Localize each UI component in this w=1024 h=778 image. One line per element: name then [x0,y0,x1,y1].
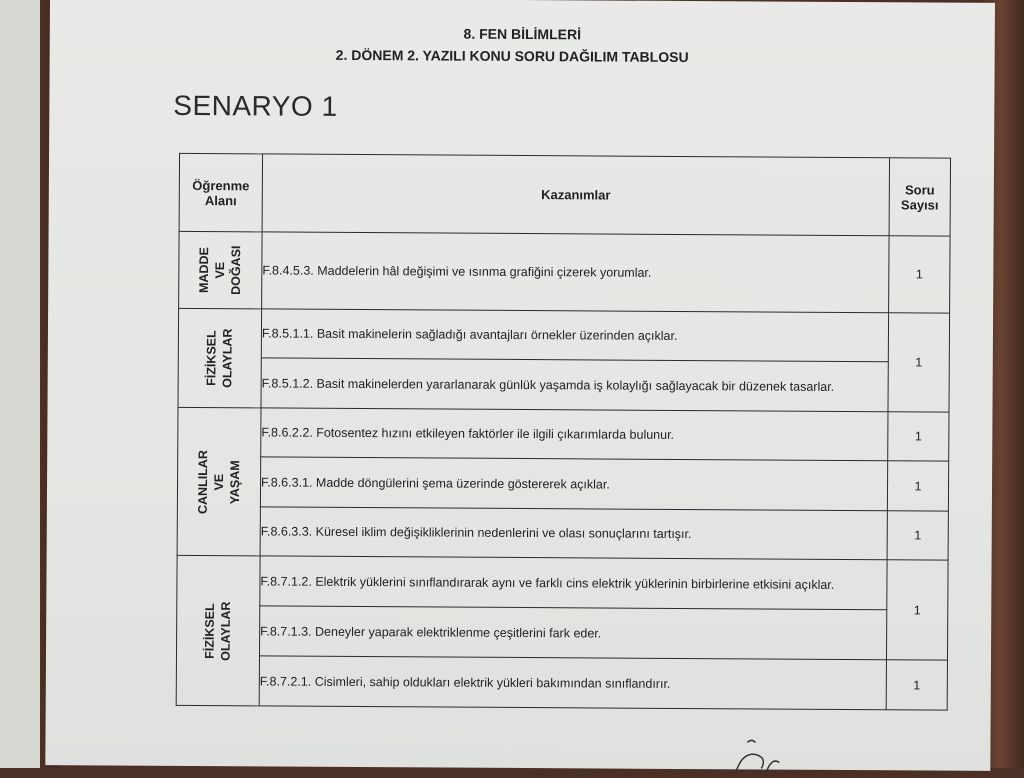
table-header-row [179,153,950,236]
handwritten-mark [725,736,785,776]
kazanim-cell: F.8.7.2.1. Cisimleri, sahip oldukları elektrik yükleri bakımından sınıflandırır. [259,656,886,710]
kazanim-cell: F.8.7.1.3. Deneyler yaparak elektriklenme çeşitlerini fark eder. [259,606,886,660]
table-row [177,456,948,511]
kazanim-cell: F.8.5.1.1. Basit makinelerin sağladığı avantajları örnekler üzerinden açıklar. [261,309,888,362]
table-row [178,407,949,461]
kazanim-cell: F.8.6.3.1. Madde döngülerini şema üzerinde göstererek açıklar. [260,457,887,511]
table-row [179,231,950,313]
area-label-line: DOĞASI [229,245,244,295]
header-learning-area-line1: Öğrenme [192,177,250,193]
area-label-line: FİZİKSEL [204,330,219,386]
learning-area-madde-ve-dogasi [179,231,262,309]
question-count-cell: 1 [888,412,949,461]
area-label-line: OLAYLAR [218,601,234,661]
learning-area-fiziksel-olaylar [178,308,262,408]
header-question-count [889,158,950,236]
document-header-course: 8. FEN BİLİMLERİ [463,25,582,43]
area-label-line: OLAYLAR [220,328,235,388]
kazanim-cell: F.8.6.3.3. Küresel iklim değişikliklerinin nedenlerini ve olası sonuçlarını tartışır. [260,507,887,560]
header-kazanimlar: Kazanımlar [262,154,889,236]
header-learning-area-line2: Alanı [204,192,237,208]
question-count-cell: 1 [887,511,948,560]
table-row [176,655,947,710]
scenario-title: SENARYO 1 [173,89,338,122]
question-count-cell: 1 [889,236,950,313]
document-page [45,0,995,771]
area-label-line: VE [213,261,228,279]
area-label-line: CANLILAR [195,449,211,514]
underlying-paper-sheet [0,0,40,768]
question-count-cell: 1 [886,560,948,660]
question-count-cell: 1 [886,660,947,710]
kazanim-cell: F.8.7.1.2. Elektrik yüklerini sınıflandırarak aynı ve farklı cins elektrik yüklerinin birbirlerine etkisini açıklar. [260,556,887,610]
area-label-line: YAŞAM [227,459,243,504]
header-question-count-line2: Sayısı [900,196,939,213]
learning-area-canlilar-ve-yasam [177,407,261,556]
table-row [178,308,949,362]
question-count-cell: 1 [888,313,950,412]
kazanim-cell: F.8.6.2.2. Fotosentez hızını etkileyen faktörler ile ilgili çıkarımlarda bulunur. [261,408,888,461]
table-row [177,555,948,610]
kazanim-cell: F.8.5.1.2. Basit makinelerden yararlanarak günlük yaşamda iş kolaylığı sağlayacak bir düzenek tasarlar. [261,358,888,412]
kazanim-cell: F.8.4.5.3. Maddelerin hâl değişimi ve ısınma grafiğini çizerek yorumlar. [262,232,889,313]
question-distribution-table [176,153,951,711]
table-row [178,357,949,412]
header-learning-area [179,153,262,232]
table-row [176,605,947,660]
area-label-line: MADDE [197,247,212,294]
document-header-title: 2. DÖNEM 2. YAZILI KONU SORU DAĞILIM TABLOSU [335,46,689,66]
table-row [177,506,948,560]
question-count-cell: 1 [887,461,948,511]
learning-area-fiziksel-olaylar-elektrik [176,555,260,706]
area-label-line: VE [211,473,227,491]
header-question-count-line1: Soru [904,181,935,198]
area-label-line: FİZİKSEL [202,602,218,659]
